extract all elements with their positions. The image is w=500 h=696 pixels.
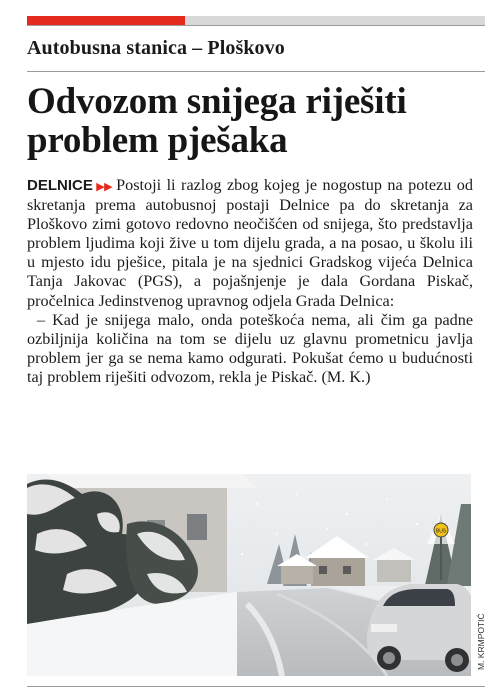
section-top-bar bbox=[27, 16, 485, 25]
article-paragraph-1 bbox=[27, 176, 473, 311]
double-arrow-icon: ▶▶ bbox=[94, 180, 113, 193]
dateline: DELNICE bbox=[27, 177, 93, 194]
paragraph-1-text: Postoji li razlog zbog kojeg je nogostup na potezu od skretanja prema autobusnoj postaji Delnice pa do skretanja za Ploškovo zimi gotovo redovno neočišćen od snijega, što predstavlja problem ljudima koji žive u tom dijelu grada, a na posao, u školu ili u mjesto idu pješice, pitala je na sjednici Gradskog vijeća Delnica Tanja Jakovac (PGS), a pojašnjenje je dala Gordana Piskač, pročelnica Jedinstvenog upravnog odjela Grada Delnica: bbox=[27, 176, 473, 310]
section-title: Autobusna stanica – Ploškovo bbox=[27, 37, 285, 59]
photo-credit-text: M. KRMPOTIĆ bbox=[476, 613, 486, 670]
svg-text:BUS: BUS bbox=[435, 528, 447, 535]
section-rule bbox=[27, 71, 485, 72]
article-paragraph-2: – Kad je snijega malo, onda poteškoća nema, ali čim ga padne ozbiljnija količina na tom se dijelu uz glavnu prometnicu javlja problem jer ga se nema kamo odgurati. Pokušat ćemo u budućnosti taj problem riješiti odvozom, rekla je Piskač. (M. K.) bbox=[27, 310, 473, 386]
photo-credit bbox=[474, 600, 486, 674]
car bbox=[367, 584, 471, 672]
top-rule bbox=[27, 25, 485, 26]
article-body bbox=[27, 176, 473, 387]
headline: Odvozom snijega riješiti problem pješaka bbox=[27, 81, 407, 161]
news-photo bbox=[27, 474, 471, 676]
section-accent-bar bbox=[27, 16, 185, 25]
bottom-rule bbox=[27, 686, 485, 687]
